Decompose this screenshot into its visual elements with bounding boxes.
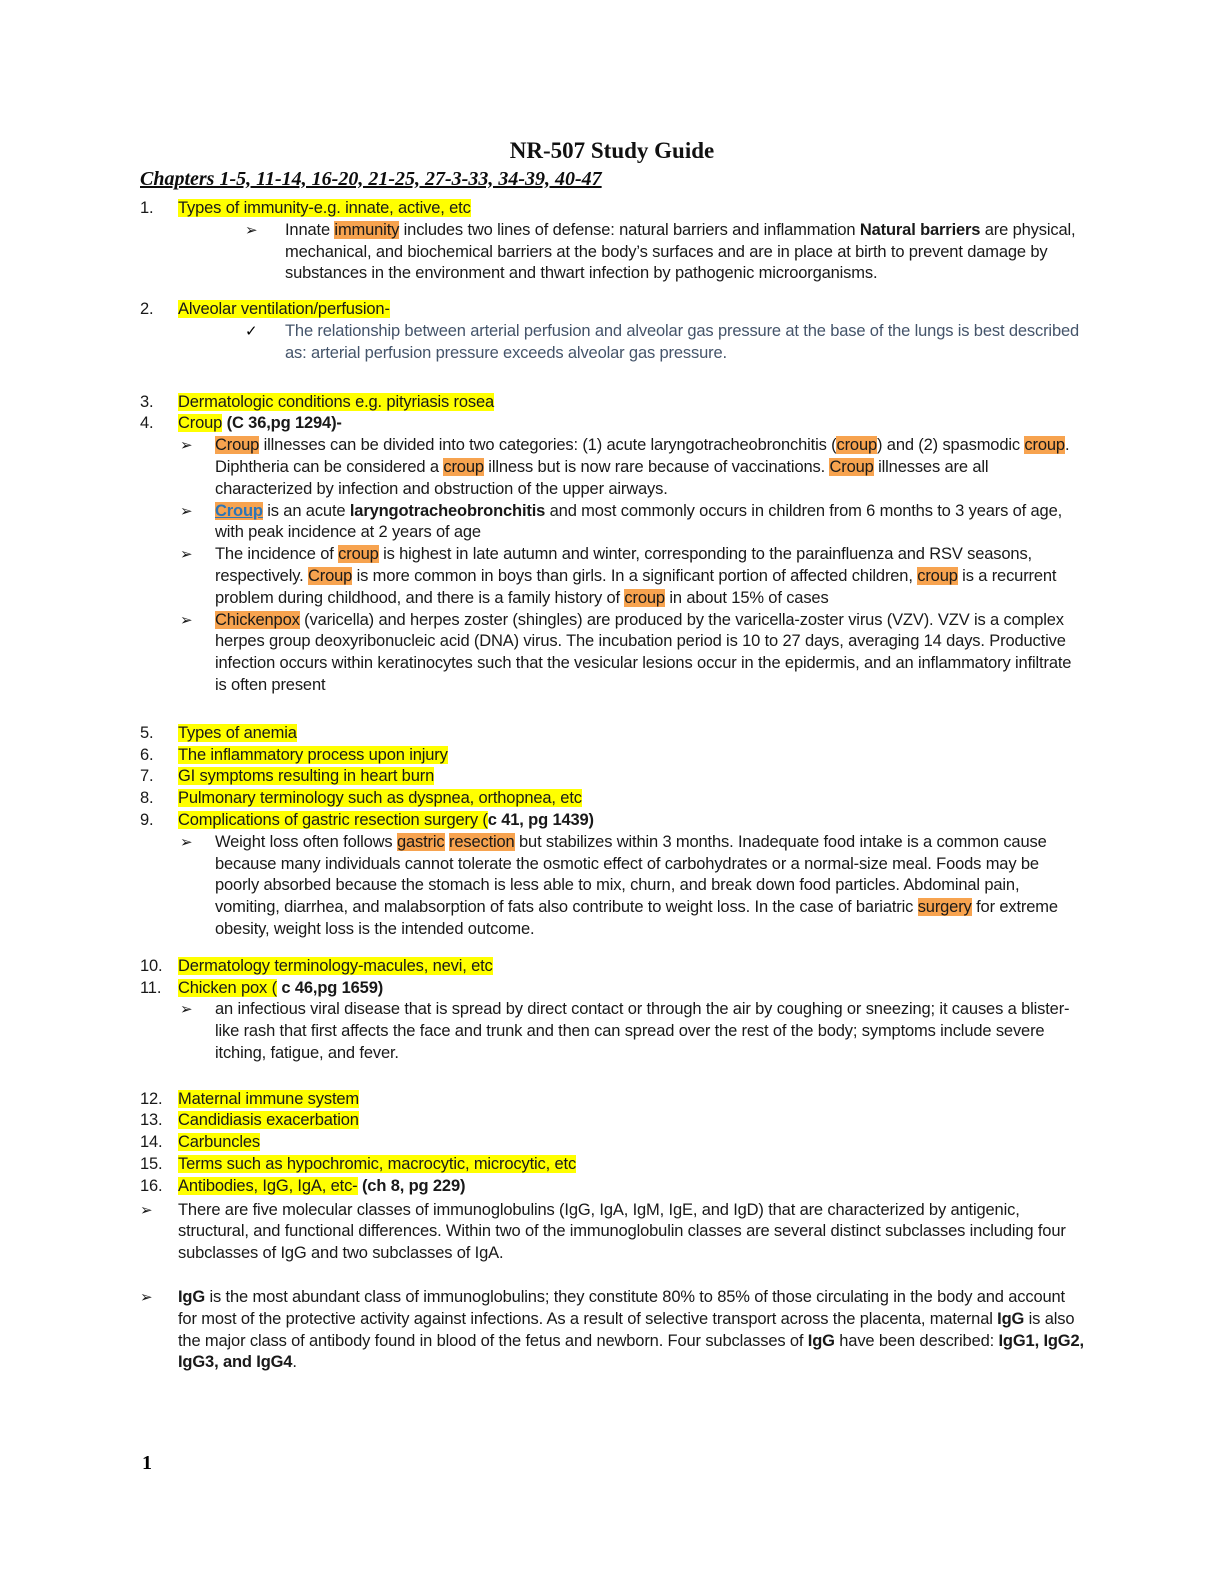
list-item-16 xyxy=(140,1176,1084,1198)
item-number: 9. xyxy=(140,810,154,829)
highlighted-text: Chicken pox ( xyxy=(178,978,277,997)
bold-text: (ch 8, pg 229) xyxy=(357,1176,466,1195)
text-run: illnesses can be divided into two categories: (1) acute laryngotracheobronchitis ( xyxy=(259,436,837,455)
item-text xyxy=(178,1132,1084,1154)
highlighted-text: Croup xyxy=(307,566,353,585)
text-run: ) and (2) spasmodic xyxy=(877,436,1025,455)
item-text xyxy=(178,1110,1084,1132)
highlighted-text: immunity xyxy=(334,220,400,239)
text-run: is an acute xyxy=(262,501,350,520)
item-number: 16. xyxy=(140,1176,163,1195)
list-item-7 xyxy=(140,766,1084,788)
bold-text: c 41, pg 1439) xyxy=(487,810,594,829)
text-run: is highest in late autumn and winter, corresponding to the parainfluenza and RSV seasons, respectively. xyxy=(215,545,1032,585)
highlighted-text: Dermatology terminology-macules, nevi, etc xyxy=(178,956,493,975)
highlighted-text: gastric xyxy=(396,832,445,851)
text-run: is also the major class of antibody found in blood of the fetus and newborn. Four subclasses of xyxy=(178,1309,1075,1350)
sub-bullet xyxy=(140,832,1084,941)
text-run: (varicella) and herpes zoster (shingles) are produced by the varicella-zoster virus (VZV). VZV is a complex herpes group deoxyribonucleic acid (DNA) virus. The incubation period is 10 to 27 days, averaging 14 days. Productive infection occurs within keratinocytes such that the vesicular lesions occur in the epidermis, and an inflammatory infiltrate is often present xyxy=(215,610,1072,694)
arrow-bullet-icon: ➢ xyxy=(180,436,193,455)
text-run: is the most abundant class of immunoglobulins; they constitute 80% to 85% of those circulating in the body and account for most of the protective activity against infections. As a result of selective transport across the placenta, maternal xyxy=(178,1288,1065,1328)
item-number: 7. xyxy=(140,767,154,786)
list-item-15 xyxy=(140,1154,1084,1176)
chapters-heading: Chapters 1-5, 11-14, 16-20, 21-25, 27-3-33, 34-39, 40-47 xyxy=(140,168,602,190)
item-number: 3. xyxy=(140,392,154,411)
list-item-1 xyxy=(140,198,1084,220)
arrow-bullet-icon: ➢ xyxy=(180,501,193,520)
list-item-13 xyxy=(140,1110,1084,1132)
sub-bullet-text xyxy=(215,501,1084,545)
item-number: 5. xyxy=(140,723,154,742)
highlighted-text: Maternal immune system xyxy=(178,1089,360,1108)
text-run: Innate xyxy=(285,220,335,239)
item-number: 2. xyxy=(140,300,154,319)
text-run: illness but is now rare because of vaccinations. xyxy=(483,457,830,476)
bold-text: IgG xyxy=(807,1331,835,1350)
highlighted-text: GI symptoms resulting in heart burn xyxy=(178,767,435,786)
item-text xyxy=(178,413,1084,435)
highlighted-text: croup xyxy=(1024,436,1065,455)
list-item-3 xyxy=(140,392,1084,414)
text-run: is more common in boys than girls. In a significant portion of affected children, xyxy=(352,566,918,585)
text-run: are physical, mechanical, and biochemical barriers at the body’s surfaces and are in place at birth to prevent damage by substances in the environment and thwart infection by pathogenic microorganisms. xyxy=(285,220,1076,283)
list-item-12 xyxy=(140,1089,1084,1111)
highlighted-text: Antibodies, IgG, IgA, etc- xyxy=(178,1176,358,1195)
text-run: is a recurrent problem during childhood, and there is a family history of xyxy=(215,566,1057,607)
list-item-5 xyxy=(140,723,1084,745)
text-run: an infectious viral disease that is spread by direct contact or through the air by coughing or sneezing; it causes a blister-like rash that first affects the face and trunk and then can spread over the rest of the body; symptoms include severe itching, fatigue, and fever. xyxy=(215,1000,1070,1062)
arrow-bullet-icon: ➢ xyxy=(140,1200,153,1219)
text-run: The incidence of xyxy=(215,545,339,564)
highlighted-text: surgery xyxy=(917,898,972,917)
item-number: 4. xyxy=(140,414,154,433)
highlighted-text: croup xyxy=(836,436,878,455)
item-text xyxy=(178,956,1084,978)
sub-bullet xyxy=(140,321,1084,365)
highlighted-text: Terms such as hypochromic, macrocytic, microcytic, etc xyxy=(178,1155,577,1174)
item-text xyxy=(178,978,1084,1000)
page-number: 1 xyxy=(142,1452,152,1474)
bold-text: IgG xyxy=(997,1309,1025,1328)
sub-bullet xyxy=(140,610,1084,697)
sub-bullet-text xyxy=(215,999,1084,1064)
highlighted-text: Types of immunity-e.g. innate, active, etc xyxy=(178,199,471,217)
list-item-14 xyxy=(140,1132,1084,1154)
sub-bullet-text xyxy=(285,220,1084,285)
highlighted-text: Candidiasis exacerbation xyxy=(178,1111,359,1130)
item-text xyxy=(178,766,1084,788)
item-text xyxy=(178,1089,1084,1111)
highlighted-text: Complications of gastric resection surgery ( xyxy=(178,810,488,829)
arrow-bullet-icon: ➢ xyxy=(180,832,193,851)
text-run: There are five molecular classes of immunoglobulins (IgG, IgA, IgM, IgE, and IgD) that are characterized by antigenic, structural, and functional differences. Within two of the immunoglobulin classes are several distinct subclasses including four subclasses of IgG and two subclasses of IgA. xyxy=(178,1200,1066,1263)
list-item-6 xyxy=(140,745,1084,767)
text-run: Weight loss often follows xyxy=(215,832,397,851)
item-number: 11. xyxy=(140,978,162,997)
highlighted-text: The inflammatory process upon injury xyxy=(178,745,448,764)
sub-bullet xyxy=(140,220,1084,285)
sub-bullet xyxy=(140,501,1084,545)
item-number: 14. xyxy=(140,1133,163,1152)
highlighted-text: Croup xyxy=(178,414,223,433)
list-item-10 xyxy=(140,956,1084,978)
highlighted-text: croup xyxy=(338,545,379,564)
item-text xyxy=(178,1176,1084,1198)
item-text xyxy=(178,299,1084,321)
highlighted-text: Alveolar ventilation/perfusion- xyxy=(178,300,390,319)
text-run: includes two lines of defense: natural barriers and inflammation xyxy=(399,220,860,239)
sub-bullet xyxy=(140,999,1084,1064)
item-number: 6. xyxy=(140,745,154,764)
item-text xyxy=(178,810,1084,832)
list-item-4 xyxy=(140,413,1084,435)
check-bullet-icon: ✓ xyxy=(245,321,258,340)
arrow-bullet-icon: ➢ xyxy=(180,610,193,629)
item-text xyxy=(178,745,1084,767)
bold-text: IgG1, IgG2, IgG3, and IgG4 xyxy=(178,1331,1084,1372)
item-number: 15. xyxy=(140,1155,163,1174)
item-text xyxy=(178,198,1084,220)
list-item-11 xyxy=(140,978,1084,1000)
bold-text: IgG xyxy=(178,1288,206,1307)
text-run: have been described: xyxy=(834,1331,999,1350)
bullet-paragraph xyxy=(140,1200,1084,1265)
text-run: but stabilizes within 3 months. Inadequate food intake is a common cause because many individuals cannot tolerate the osmotic effect of carbohydrates or a normal-size meal. Foods may be poorly absorbed because the stomach is less able to mix, churn, and break down food particles. Abdominal pain, vomiting, diarrhea, and malabsorption of fats also contribute to weight loss. In the case of bariatric xyxy=(215,832,1047,917)
item-number: 13. xyxy=(140,1111,163,1130)
text-run: . xyxy=(292,1353,297,1372)
paragraph-text xyxy=(178,1200,1084,1265)
text-run: in about 15% of cases xyxy=(664,588,829,607)
text-run: illnesses are all characterized by infection and obstruction of the upper airways. xyxy=(215,457,989,498)
sub-bullet xyxy=(140,435,1084,500)
highlighted-text: Types of anemia xyxy=(178,723,297,742)
list-item-2 xyxy=(140,299,1084,321)
highlighted-text: Croup xyxy=(829,457,874,476)
bold-text: Natural barriers xyxy=(859,220,981,239)
bold-text: (C 36,pg 1294)- xyxy=(226,414,342,433)
highlighted-text: Dermatologic conditions e.g. pityriasis rosea xyxy=(178,392,495,411)
item-text xyxy=(178,788,1084,810)
bullet-paragraph xyxy=(140,1287,1084,1374)
sub-bullet-text xyxy=(215,435,1084,500)
list-item-9 xyxy=(140,810,1084,832)
list-item-8 xyxy=(140,788,1084,810)
text-run: for extreme obesity, weight loss is the intended outcome. xyxy=(215,898,1058,938)
arrow-bullet-icon: ➢ xyxy=(180,545,193,564)
highlighted-text: Carbuncles xyxy=(178,1133,260,1152)
item-text xyxy=(178,392,1084,414)
sub-bullet-text xyxy=(215,832,1084,941)
item-number: 1. xyxy=(140,199,154,217)
arrow-bullet-icon: ➢ xyxy=(180,1000,193,1019)
bold-text: c 46,pg 1659) xyxy=(276,978,384,997)
highlighted-text: croup xyxy=(443,457,484,476)
item-text xyxy=(178,723,1084,745)
sub-bullet-text xyxy=(285,321,1084,365)
highlighted-text: Chickenpox xyxy=(215,610,300,629)
arrow-bullet-icon: ➢ xyxy=(140,1288,153,1307)
arrow-bullet-icon: ➢ xyxy=(245,220,258,239)
text-run: . Diphtheria can be considered a xyxy=(215,436,1070,476)
bold-text: laryngotracheobronchitis xyxy=(349,501,546,520)
item-text xyxy=(178,1154,1084,1176)
text-run: The relationship between arterial perfusion and alveolar gas pressure at the base of the lungs is best described as: arterial perfusion pressure exceeds alveolar gas pressure. xyxy=(285,321,1080,362)
highlighted-text: resection xyxy=(448,832,515,851)
sub-bullet-text xyxy=(215,610,1084,697)
item-number: 10. xyxy=(140,956,163,975)
highlighted-text: Pulmonary terminology such as dyspnea, orthopnea, etc xyxy=(178,789,582,808)
croup-link[interactable]: Croup xyxy=(215,501,263,520)
item-number: 8. xyxy=(140,789,154,808)
item-number: 12. xyxy=(140,1089,163,1108)
paragraph-text xyxy=(178,1287,1084,1374)
highlighted-text: croup xyxy=(917,566,958,585)
text-run: and most commonly occurs in children from 6 months to 3 years of age, with peak incidence at 2 years of age xyxy=(215,501,1063,542)
sub-bullet xyxy=(140,544,1084,609)
sub-bullet-text xyxy=(215,544,1084,609)
highlighted-text: croup xyxy=(624,588,665,607)
document-title: NR-507 Study Guide xyxy=(509,138,715,163)
highlighted-text: Croup xyxy=(215,436,260,455)
